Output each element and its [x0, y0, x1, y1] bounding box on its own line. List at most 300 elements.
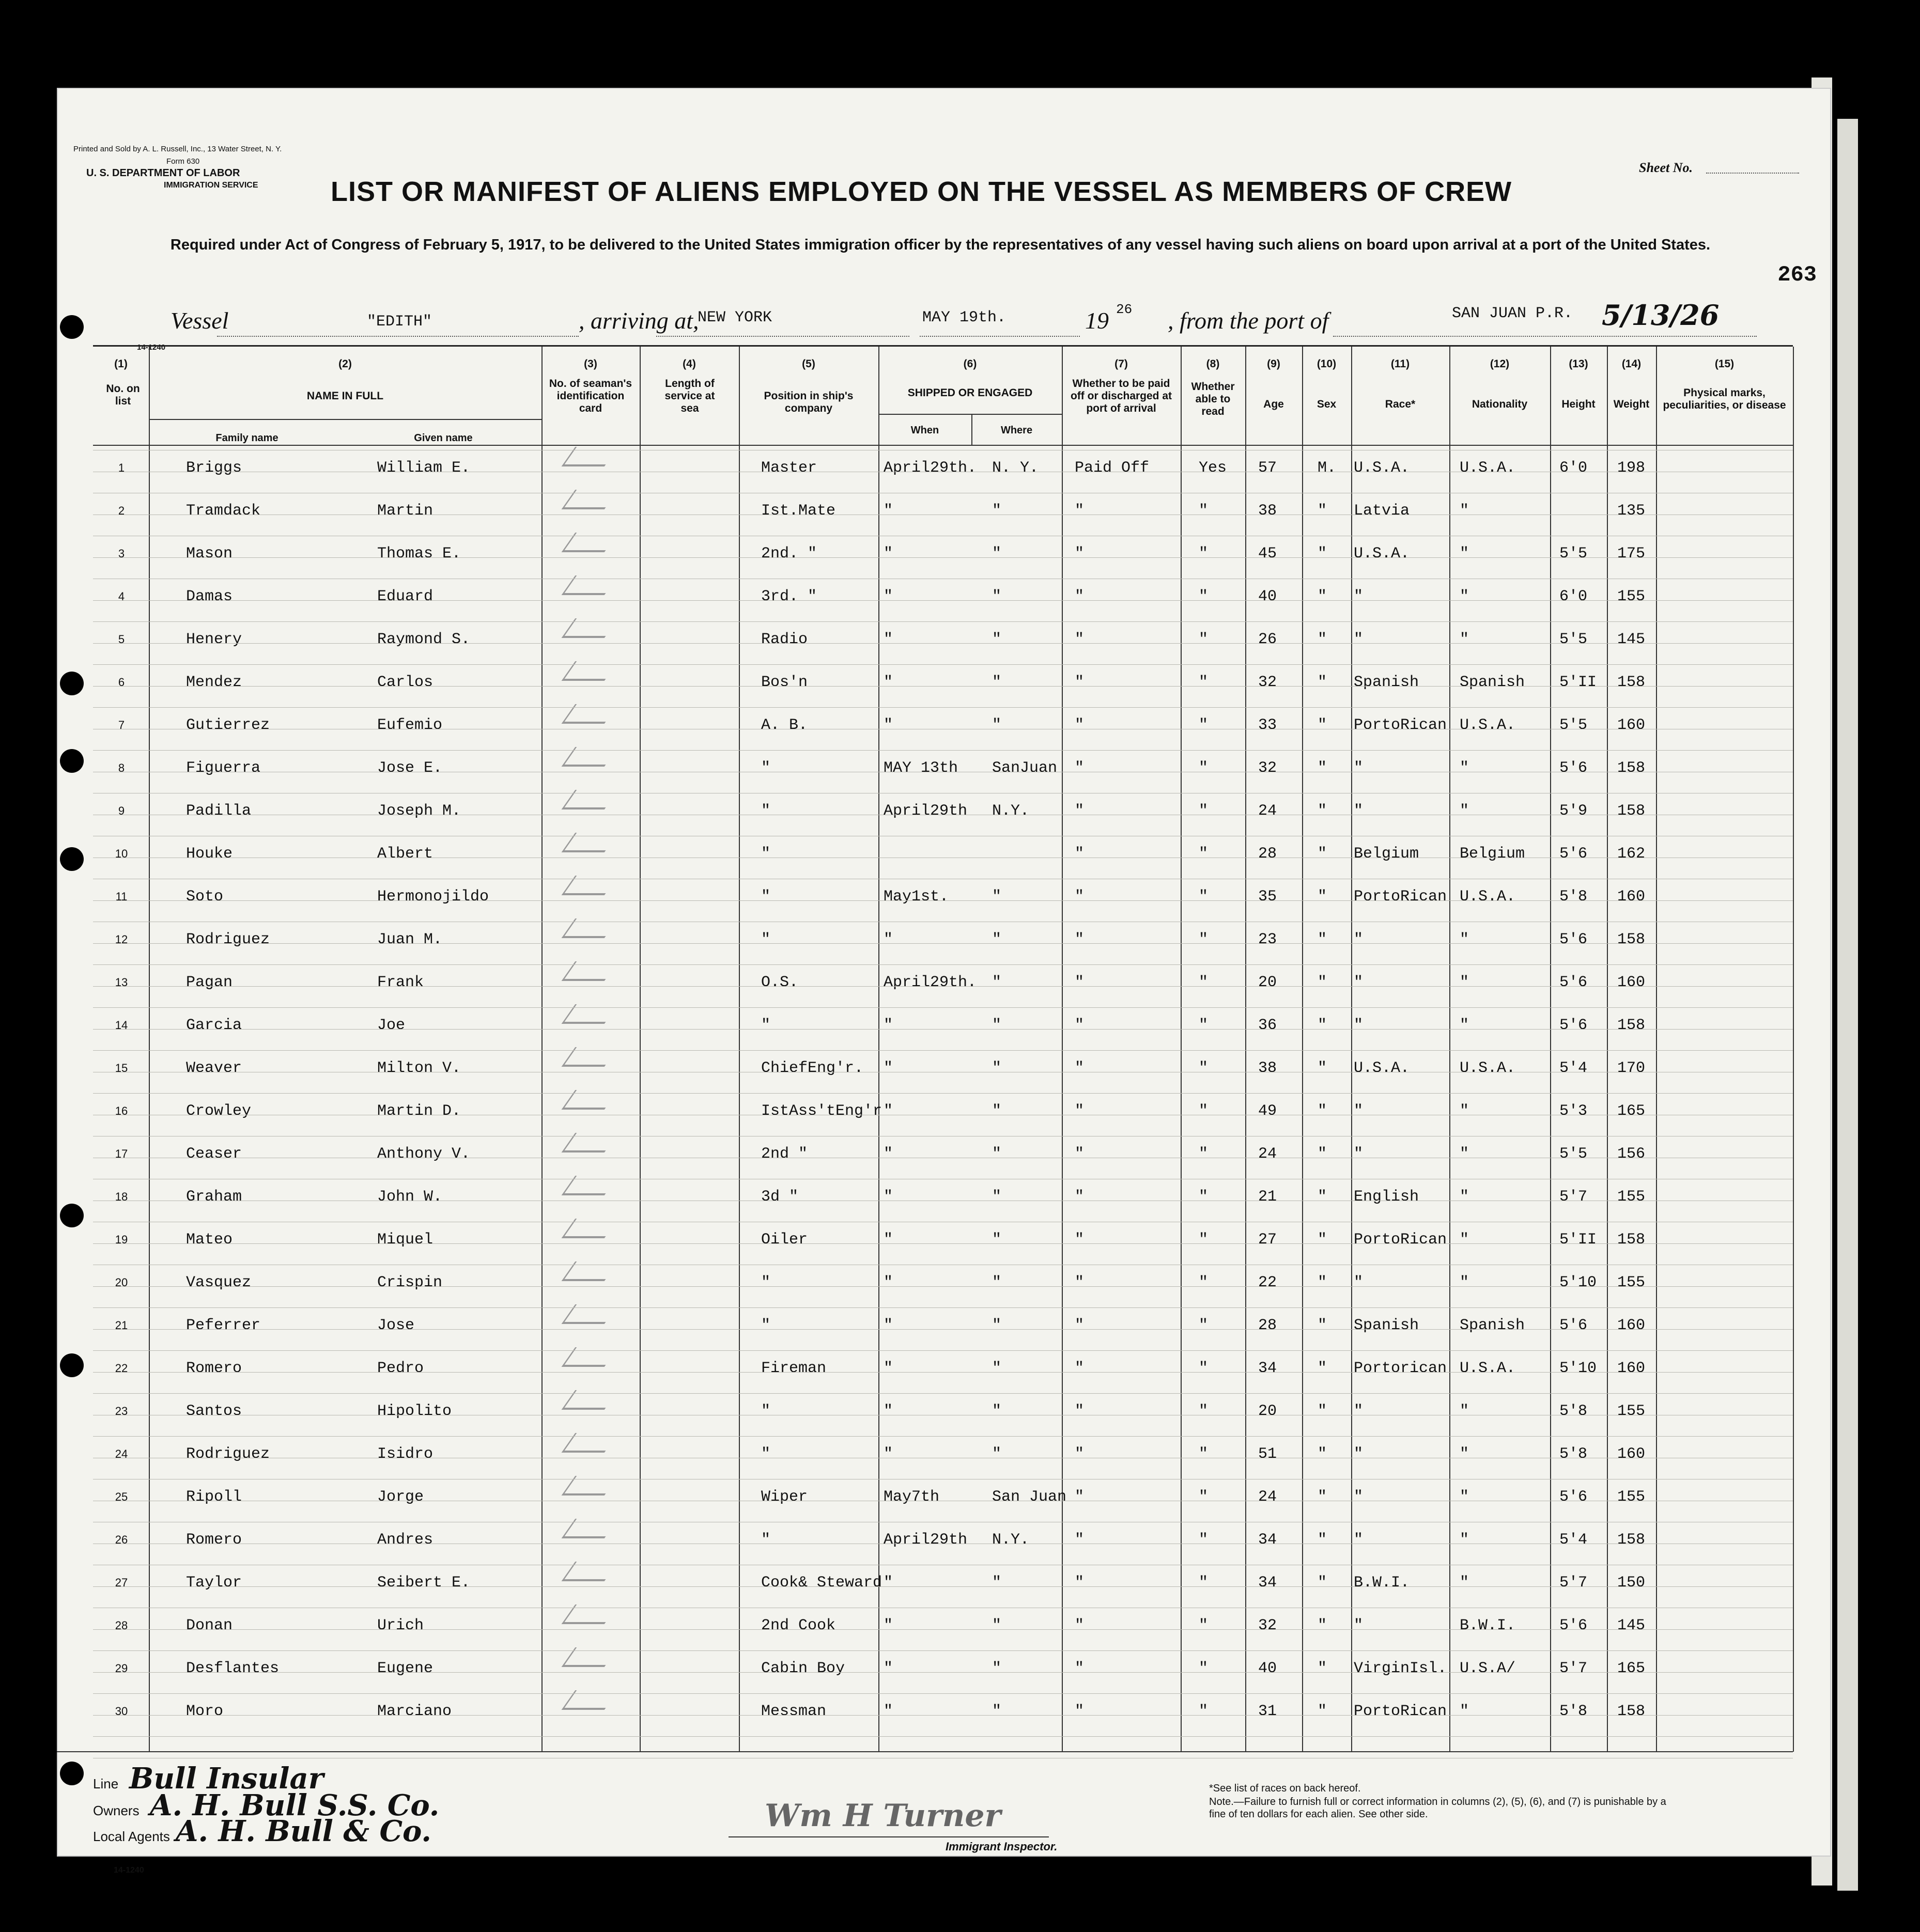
row-number: 25 [115, 1490, 128, 1503]
footer-rule [57, 1751, 1793, 1752]
col6-when: When [910, 425, 939, 436]
cell-nat: Belgium [1460, 845, 1525, 863]
cell-where: " [992, 931, 1002, 948]
cell-when: " [884, 1188, 893, 1206]
cell-age: 32 [1258, 759, 1277, 777]
cell-height: 5'5 [1559, 631, 1588, 648]
cell-position: " [761, 759, 771, 777]
cell-given: Joseph M. [377, 802, 461, 820]
cell-when: " [884, 1017, 893, 1034]
cell-paid: " [1075, 1060, 1085, 1077]
cell-where: " [992, 1188, 1002, 1206]
cell-paid: " [1075, 1488, 1085, 1506]
cell-nat: " [1460, 1574, 1469, 1592]
port-underline [1333, 336, 1757, 337]
ruling-line [93, 557, 1793, 558]
cell-nat: B.W.I. [1460, 1617, 1516, 1634]
cell-weight: 158 [1617, 1017, 1646, 1034]
col7-num: (7) [1114, 358, 1128, 370]
inspector-line [729, 1836, 1049, 1837]
sheet-number-label: Sheet No. [1639, 160, 1693, 175]
cell-height: 5'5 [1559, 716, 1588, 734]
form-code-top: 14-1240 [137, 343, 166, 352]
vessel-label: Vessel [171, 307, 229, 334]
cell-given: Hipolito [377, 1403, 452, 1420]
department: U. S. DEPARTMENT OF LABOR [86, 167, 240, 179]
cell-position: Radio [761, 631, 808, 648]
cell-when: April29th. [884, 974, 977, 991]
cell-sex: " [1318, 1188, 1327, 1206]
cell-family: Tramdack [186, 502, 261, 520]
cell-sex: " [1318, 1102, 1327, 1120]
cell-family: Graham [186, 1188, 242, 1206]
cell-family: Mendez [186, 674, 242, 691]
cell-when: " [884, 588, 893, 605]
cell-nat: U.S.A/ [1460, 1660, 1516, 1677]
cell-weight: 158 [1617, 1703, 1646, 1720]
cell-weight: 160 [1617, 888, 1646, 906]
cell-read: " [1199, 1317, 1209, 1334]
cell-read: " [1199, 1274, 1209, 1291]
col12-label: Nationality [1472, 398, 1528, 410]
cell-race: U.S.A. [1354, 459, 1410, 477]
cell-age: 22 [1258, 1274, 1277, 1291]
cell-given: Martin D. [377, 1102, 461, 1120]
row-number: 30 [115, 1705, 128, 1718]
cell-given: Eduard [377, 588, 433, 605]
cell-nat: Spanish [1460, 674, 1525, 691]
col1-label: No. on list [106, 383, 140, 407]
cell-nat: " [1460, 1017, 1469, 1034]
cell-read: " [1199, 1488, 1209, 1506]
cell-age: 34 [1258, 1574, 1277, 1592]
cell-race: U.S.A. [1354, 1060, 1410, 1077]
cell-family: Henery [186, 631, 242, 648]
cell-race: PortoRican [1354, 716, 1447, 734]
cell-race: U.S.A. [1354, 545, 1410, 563]
col10-num: (10) [1317, 358, 1337, 370]
cell-position: Oiler [761, 1231, 808, 1249]
col5-num: (5) [802, 358, 815, 370]
cell-read: " [1199, 1445, 1209, 1463]
cell-age: 57 [1258, 459, 1277, 477]
cell-position: " [761, 845, 771, 863]
cell-height: 5'6 [1559, 931, 1588, 948]
cell-where: " [992, 1703, 1002, 1720]
note-races: *See list of races on back hereof. [1209, 1783, 1361, 1794]
cell-race: " [1354, 1017, 1364, 1034]
cell-height: 5'8 [1559, 888, 1588, 906]
cell-given: Milton V. [377, 1060, 461, 1077]
cell-read: " [1199, 888, 1209, 906]
cell-paid: " [1075, 802, 1085, 820]
cell-position: Bos'n [761, 674, 808, 691]
cell-family: Ripoll [186, 1488, 242, 1506]
arriving-label: , arriving at, [579, 307, 699, 334]
form-number: Form 630 [166, 157, 200, 166]
ruling-line [93, 1307, 1793, 1308]
cell-paid: Paid Off [1075, 459, 1150, 477]
col15-num: (15) [1714, 358, 1735, 370]
cell-family: Gutierrez [186, 716, 270, 734]
cell-sex: " [1318, 545, 1327, 563]
cell-sex: " [1318, 1703, 1327, 1720]
inspector-signature: Wm H Turner [765, 1798, 1001, 1834]
cell-race: " [1354, 1102, 1364, 1120]
cell-nat: U.S.A. [1460, 459, 1516, 477]
cell-where: " [992, 716, 1002, 734]
cell-where: " [992, 888, 1002, 906]
cell-family: Briggs [186, 459, 242, 477]
cell-age: 21 [1258, 1188, 1277, 1206]
cell-paid: " [1075, 716, 1085, 734]
row-number: 5 [118, 633, 125, 646]
from-label: , from the port of [1168, 307, 1329, 334]
row-number: 11 [115, 890, 128, 903]
cell-paid: " [1075, 588, 1085, 605]
row-number: 27 [115, 1576, 128, 1589]
cell-weight: 135 [1617, 502, 1646, 520]
cell-height: 5'6 [1559, 1488, 1588, 1506]
ruling-line [93, 1286, 1793, 1287]
line-signature: Bull Insular [129, 1762, 324, 1796]
cell-sex: " [1318, 759, 1327, 777]
agents-signature: A. H. Bull & Co. [176, 1814, 431, 1848]
cell-age: 20 [1258, 1403, 1277, 1420]
cell-read: " [1199, 974, 1209, 991]
cell-sex: " [1318, 845, 1327, 863]
cell-race: " [1354, 759, 1364, 777]
cell-age: 40 [1258, 1660, 1277, 1677]
cell-family: Romero [186, 1360, 242, 1377]
cell-family: Soto [186, 888, 224, 906]
cell-sex: " [1318, 1574, 1327, 1592]
cell-paid: " [1075, 1145, 1085, 1163]
cell-read: " [1199, 845, 1209, 863]
cell-weight: 162 [1617, 845, 1646, 863]
cell-where: " [992, 545, 1002, 563]
cell-family: Taylor [186, 1574, 242, 1592]
cell-age: 33 [1258, 716, 1277, 734]
cell-weight: 155 [1617, 1488, 1646, 1506]
cell-given: Seibert E. [377, 1574, 471, 1592]
cell-weight: 160 [1617, 716, 1646, 734]
sheet-number-field[interactable] [1706, 173, 1799, 174]
cell-where: " [992, 974, 1002, 991]
cell-sex: " [1318, 588, 1327, 605]
cell-family: Weaver [186, 1060, 242, 1077]
from-port[interactable]: SAN JUAN P.R. [1452, 305, 1573, 322]
cell-where: " [992, 1445, 1002, 1463]
ruling-line [93, 964, 1793, 965]
cell-when: May7th [884, 1488, 940, 1506]
cell-race: Belgium [1354, 845, 1419, 863]
cell-sex: " [1318, 1017, 1327, 1034]
cell-height: 5'8 [1559, 1445, 1588, 1463]
ruling-line [93, 686, 1793, 687]
cell-weight: 155 [1617, 1274, 1646, 1291]
owners-label: Owners [93, 1803, 140, 1818]
col2-num: (2) [338, 358, 352, 370]
row-number: 26 [115, 1533, 128, 1546]
cell-age: 23 [1258, 931, 1277, 948]
cell-when: " [884, 1617, 893, 1634]
year-suffix[interactable]: 26 [1116, 302, 1133, 317]
cell-read: " [1199, 1188, 1209, 1206]
cell-paid: " [1075, 1660, 1085, 1677]
cell-paid: " [1075, 1274, 1085, 1291]
cell-where: " [992, 631, 1002, 648]
cell-race: " [1354, 1617, 1364, 1634]
cell-paid: " [1075, 1317, 1085, 1334]
col1-num: (1) [114, 358, 128, 370]
cell-paid: " [1075, 631, 1085, 648]
binder-hole [60, 1762, 84, 1785]
cell-age: 45 [1258, 545, 1277, 563]
cell-position: " [761, 802, 771, 820]
cell-height: 5'9 [1559, 802, 1588, 820]
cell-where: " [992, 1403, 1002, 1420]
row-number: 23 [115, 1405, 128, 1417]
cell-paid: " [1075, 1102, 1085, 1120]
cell-race: B.W.I. [1354, 1574, 1410, 1592]
cell-age: 34 [1258, 1531, 1277, 1549]
cell-age: 24 [1258, 1488, 1277, 1506]
cell-race: Portorican [1354, 1360, 1447, 1377]
cell-given: Pedro [377, 1360, 424, 1377]
col4-label: Length of service at sea [664, 378, 715, 414]
cell-given: Jose [377, 1317, 415, 1334]
col6-label: SHIPPED OR ENGAGED [907, 387, 1033, 399]
cell-paid: " [1075, 1017, 1085, 1034]
cell-age: 24 [1258, 1145, 1277, 1163]
handwritten-date: 5/13/26 [1602, 299, 1720, 332]
header-bottom-rule [93, 445, 1793, 446]
year-label: 19 [1085, 307, 1109, 334]
cell-when: " [884, 716, 893, 734]
cell-given: Raymond S. [377, 631, 471, 648]
cell-given: William E. [377, 459, 471, 477]
cell-age: 36 [1258, 1017, 1277, 1034]
cell-height: 5'8 [1559, 1403, 1588, 1420]
cell-paid: " [1075, 1403, 1085, 1420]
row-number: 2 [118, 504, 125, 517]
cell-when: " [884, 1574, 893, 1592]
cell-when: " [884, 1360, 893, 1377]
cell-given: Martin [377, 502, 433, 520]
cell-nat: " [1460, 931, 1469, 948]
cell-weight: 170 [1617, 1060, 1646, 1077]
printer-line: Printed and Sold by A. L. Russell, Inc., 13 Water Street, N. Y. [73, 145, 282, 153]
cell-position: 2nd " [761, 1145, 808, 1163]
cell-read: " [1199, 1531, 1209, 1549]
col14-num: (14) [1621, 358, 1642, 370]
cell-read: " [1199, 1102, 1209, 1120]
cell-position: Messman [761, 1703, 827, 1720]
cell-height: 5'7 [1559, 1188, 1588, 1206]
vessel-name[interactable]: "EDITH" [367, 313, 432, 331]
cell-height: 5'6 [1559, 974, 1588, 991]
col8-num: (8) [1206, 358, 1220, 370]
cell-race: " [1354, 802, 1364, 820]
binder-hole [60, 1353, 84, 1377]
cell-where: " [992, 502, 1002, 520]
cell-height: 5'6 [1559, 759, 1588, 777]
cell-sex: " [1318, 1060, 1327, 1077]
cell-height: 5'6 [1559, 845, 1588, 863]
cell-given: Urich [377, 1617, 424, 1634]
row-number: 7 [118, 719, 125, 731]
cell-when: May1st. [884, 888, 949, 906]
cell-when: " [884, 502, 893, 520]
cell-paid: " [1075, 845, 1085, 863]
row-number: 22 [115, 1362, 128, 1375]
cell-height: 5'10 [1559, 1274, 1597, 1291]
row-number: 13 [115, 976, 128, 989]
cell-paid: " [1075, 888, 1085, 906]
cell-where: " [992, 1145, 1002, 1163]
cell-nat: " [1460, 1445, 1469, 1463]
ruling-line [93, 1715, 1793, 1716]
cell-race: " [1354, 1488, 1364, 1506]
ruling-line [93, 1329, 1793, 1330]
cell-paid: " [1075, 931, 1085, 948]
col13-num: (13) [1569, 358, 1588, 370]
cell-position: 3d " [761, 1188, 799, 1206]
cell-sex: " [1318, 888, 1327, 906]
cell-when: " [884, 1274, 893, 1291]
cell-when: April29th [884, 802, 968, 820]
row-number: 28 [115, 1619, 128, 1632]
row-number: 17 [115, 1147, 128, 1160]
cell-race: Spanish [1354, 1317, 1419, 1334]
cell-paid: " [1075, 974, 1085, 991]
cell-race: PortoRican [1354, 888, 1447, 906]
cell-nat: " [1460, 1188, 1469, 1206]
cell-given: Marciano [377, 1703, 452, 1720]
ruling-line [93, 1672, 1793, 1673]
cell-height: 5'7 [1559, 1660, 1588, 1677]
cell-family: Houke [186, 845, 233, 863]
cell-sex: " [1318, 1660, 1327, 1677]
cell-paid: " [1075, 545, 1085, 563]
cell-given: Isidro [377, 1445, 433, 1463]
arriving-port[interactable]: NEW YORK [698, 309, 772, 326]
cell-where: N.Y. [992, 1531, 1030, 1549]
ruling-line [93, 986, 1793, 987]
cell-nat: " [1460, 1102, 1469, 1120]
row-number: 8 [118, 761, 125, 774]
cell-height: 5'3 [1559, 1102, 1588, 1120]
cell-height: 5'5 [1559, 545, 1588, 563]
cell-given: Thomas E. [377, 545, 461, 563]
cell-given: Jose E. [377, 759, 443, 777]
cell-age: 20 [1258, 974, 1277, 991]
cell-nat: " [1460, 545, 1469, 563]
row-number: 16 [115, 1104, 128, 1117]
cell-family: Rodriguez [186, 931, 270, 948]
cell-nat: U.S.A. [1460, 1360, 1516, 1377]
cell-race: " [1354, 1274, 1364, 1291]
cell-position: " [761, 1445, 771, 1463]
cell-nat: " [1460, 1145, 1469, 1163]
ruling-line [93, 1050, 1793, 1051]
col9-label: Age [1263, 398, 1284, 410]
cell-age: 38 [1258, 502, 1277, 520]
inspector-label: Immigrant Inspector. [946, 1840, 1058, 1853]
cell-height: 5'5 [1559, 1145, 1588, 1163]
cell-height: 5'10 [1559, 1360, 1597, 1377]
cell-read: " [1199, 588, 1209, 605]
cell-age: 51 [1258, 1445, 1277, 1463]
arrival-date[interactable]: MAY 19th. [922, 309, 1007, 326]
cell-where: " [992, 1360, 1002, 1377]
cell-weight: 158 [1617, 674, 1646, 691]
row-number: 18 [115, 1190, 128, 1203]
form-code-bottom: 14-1240 [114, 1866, 144, 1875]
cell-where: " [992, 1660, 1002, 1677]
row-number: 15 [115, 1062, 128, 1074]
cell-paid: " [1075, 1531, 1085, 1549]
cell-weight: 160 [1617, 1360, 1646, 1377]
cell-when: April29th. [884, 459, 977, 477]
cell-height: 6'0 [1559, 459, 1588, 477]
agents-label: Local Agents [93, 1829, 170, 1844]
cell-read: " [1199, 502, 1209, 520]
row-number: 12 [115, 933, 128, 946]
page-subtitle: Required under Act of Congress of February 5, 1917, to be delivered to the United States immigration officer by the representatives of any vessel having such aliens on board upon arrival at a port of the United States. [170, 237, 1711, 253]
row-number: 3 [118, 547, 125, 560]
col5-label: Position in ship's company [764, 390, 854, 414]
ruling-line [93, 643, 1793, 644]
cell-nat: Spanish [1460, 1317, 1525, 1334]
cell-family: Padilla [186, 802, 252, 820]
cell-where: " [992, 588, 1002, 605]
cell-read: " [1199, 1360, 1209, 1377]
cell-read: " [1199, 1145, 1209, 1163]
cell-sex: " [1318, 1145, 1327, 1163]
row-number: 14 [115, 1019, 128, 1032]
cell-where: " [992, 1274, 1002, 1291]
cell-position: " [761, 1017, 771, 1034]
cell-position: Wiper [761, 1488, 808, 1506]
cell-weight: 175 [1617, 545, 1646, 563]
line-label: Line [93, 1776, 119, 1791]
cell-family: Donan [186, 1617, 233, 1634]
col-divider [1793, 347, 1794, 1752]
cell-when: " [884, 631, 893, 648]
cell-when: " [884, 1445, 893, 1463]
cell-paid: " [1075, 674, 1085, 691]
cell-sex: M. [1318, 459, 1337, 477]
cell-family: Vasquez [186, 1274, 252, 1291]
cell-read: " [1199, 802, 1209, 820]
cell-paid: " [1075, 502, 1085, 520]
cell-given: Carlos [377, 674, 433, 691]
cell-where: " [992, 1231, 1002, 1249]
cell-sex: " [1318, 1488, 1327, 1506]
cell-paid: " [1075, 1703, 1085, 1720]
cell-read: " [1199, 1060, 1209, 1077]
ruling-line [93, 1093, 1793, 1094]
cell-position: " [761, 888, 771, 906]
cell-position: " [761, 1403, 771, 1420]
cell-family: Mateo [186, 1231, 233, 1249]
col11-label: Race* [1385, 398, 1416, 410]
cell-height: 5'6 [1559, 1017, 1588, 1034]
cell-family: Figuerra [186, 759, 261, 777]
ruling-line [93, 621, 1793, 622]
